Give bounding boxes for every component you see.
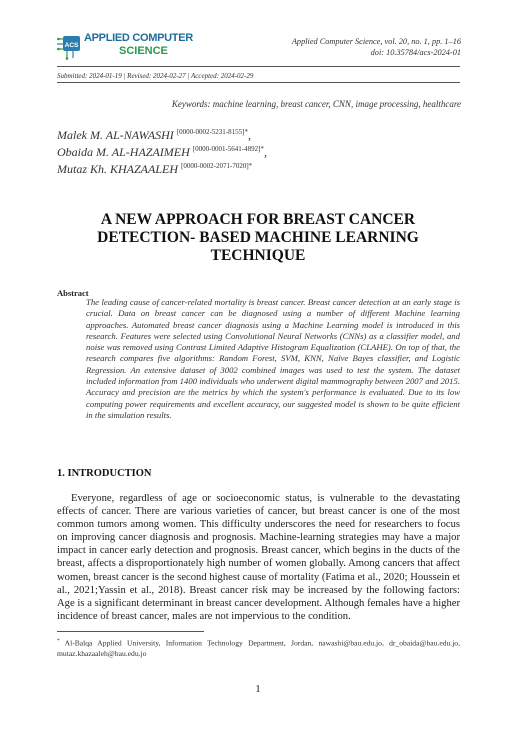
logo-title-line1: APPLIED COMPUTER xyxy=(84,32,193,44)
footnote xyxy=(57,636,460,659)
title-line: TECHNIQUE xyxy=(210,247,306,264)
author-2: Obaida M. AL-HAZAIMEH $^{[0000-0001-5641-4892]*}$, xyxy=(57,145,267,159)
journal-logo xyxy=(57,31,193,63)
submission-dates: Submitted: 2024-01-19 | Revised: 2024-02-27 | Accepted: 2024-02-29 xyxy=(57,72,254,80)
doi: doi: 10.35784/acs-2024-01 xyxy=(370,48,461,57)
title-line: DETECTION- BASED MACHINE LEARNING xyxy=(97,229,419,246)
footnote-rule xyxy=(57,631,204,632)
journal-reference xyxy=(292,36,461,58)
author-orcid: [0000-0002-2071-7020]* xyxy=(181,162,253,170)
section-heading-introduction: 1. INTRODUCTION xyxy=(57,468,152,479)
author-name: Malek M. AL-NAWASHI xyxy=(57,128,174,142)
logo-title-line2: SCIENCE xyxy=(119,45,168,57)
author-name: Mutaz Kh. KHAZAALEH xyxy=(57,162,179,176)
author-3 xyxy=(57,162,252,177)
footnote-marker: * xyxy=(57,638,60,644)
page-number: 1 xyxy=(255,683,261,695)
abstract-heading: Abstract xyxy=(57,288,89,298)
circuit-logo-icon xyxy=(57,31,83,61)
header-rule-bottom xyxy=(57,82,460,83)
author-orcid: [0000-0001-5641-4892]* xyxy=(192,145,264,153)
author-1: Malek M. AL-NAWASHI $^{[0000-0002-5231-8155]*}$, xyxy=(57,128,251,142)
logo-badge: ACS xyxy=(64,42,79,49)
keywords: Keywords: machine learning, breast cancer, CNN, image processing, healthcare xyxy=(171,99,461,109)
header-rule-top xyxy=(57,66,460,67)
introduction-paragraph: Everyone, regardless of age or socioeconomic status, is vulnerable to the devastating effects of cancer. There are various varieties of cancer, but breast cancer is one of the most common tumors among women. This difficulty underscores the need for researchers to focus on improving cancer diagnosis and prognosis. Machine-learning strategies may have a major impact in cancer early detection and prognosis. Breast cancer, which begins in the ducts of the breast, affects a disproportionately high number of women globally. Among cancers that affect women, breast cancer is the second highest cause of mortality (Fatima et al., 2020; Houssein et al., 2021;Yassin et al., 2018). Breast cancer risk may be increased by the following factors: Age is a significant determinant in breast cancer development. Although females have a higher incidence of breast cancer, males are not impervious to the condition. xyxy=(57,493,460,622)
abstract-text: The leading cause of cancer-related mortality is breast cancer. Breast cancer detection at an early stage is crucial. Data on breast cancer can be diagnosed using a number of different Machine learning approaches. Automated breast cancer diagnosis using a Machine Learning model is introduced in this research. Features were selected using Convolutional Neural Networks (CNNs) as a classifier model, and noise was removed using Contrast Limited Adaptive Histogram Equalization (CLAHE). On top of that, the research compares five algorithms: Random Forest, SVM, KNN, Naïve Bayes classifier, and Logistic Regression. An extensive dataset of 3002 combined images was used to test the system. The dataset included information from 1400 individuals who underwent digital mammography between 2007 and 2015. Accuracy and precision are the metrics by which the system's performance is evaluated. Due to its low computing power requirements and excellent accuracy, our suggested model is shown to be quite efficient in the simulation results. xyxy=(86,297,460,420)
paper-title xyxy=(60,211,456,265)
title-line: A NEW APPROACH FOR BREAST CANCER xyxy=(100,211,416,228)
author-name: Obaida M. AL-HAZAIMEH xyxy=(57,145,190,159)
author-orcid: [0000-0002-5231-8155]* xyxy=(176,128,248,136)
footnote-text: Al-Balqa Applied University, Information Technology Department, Jordan, nawashi@bau.edu.jo, dr_obaida@bau.edu.jo, mutaz.khazaaleh@bau.edu.jo xyxy=(57,638,460,658)
journal-citation: Applied Computer Science, vol. 20, no. 1, pp. 1–16 xyxy=(291,37,461,46)
